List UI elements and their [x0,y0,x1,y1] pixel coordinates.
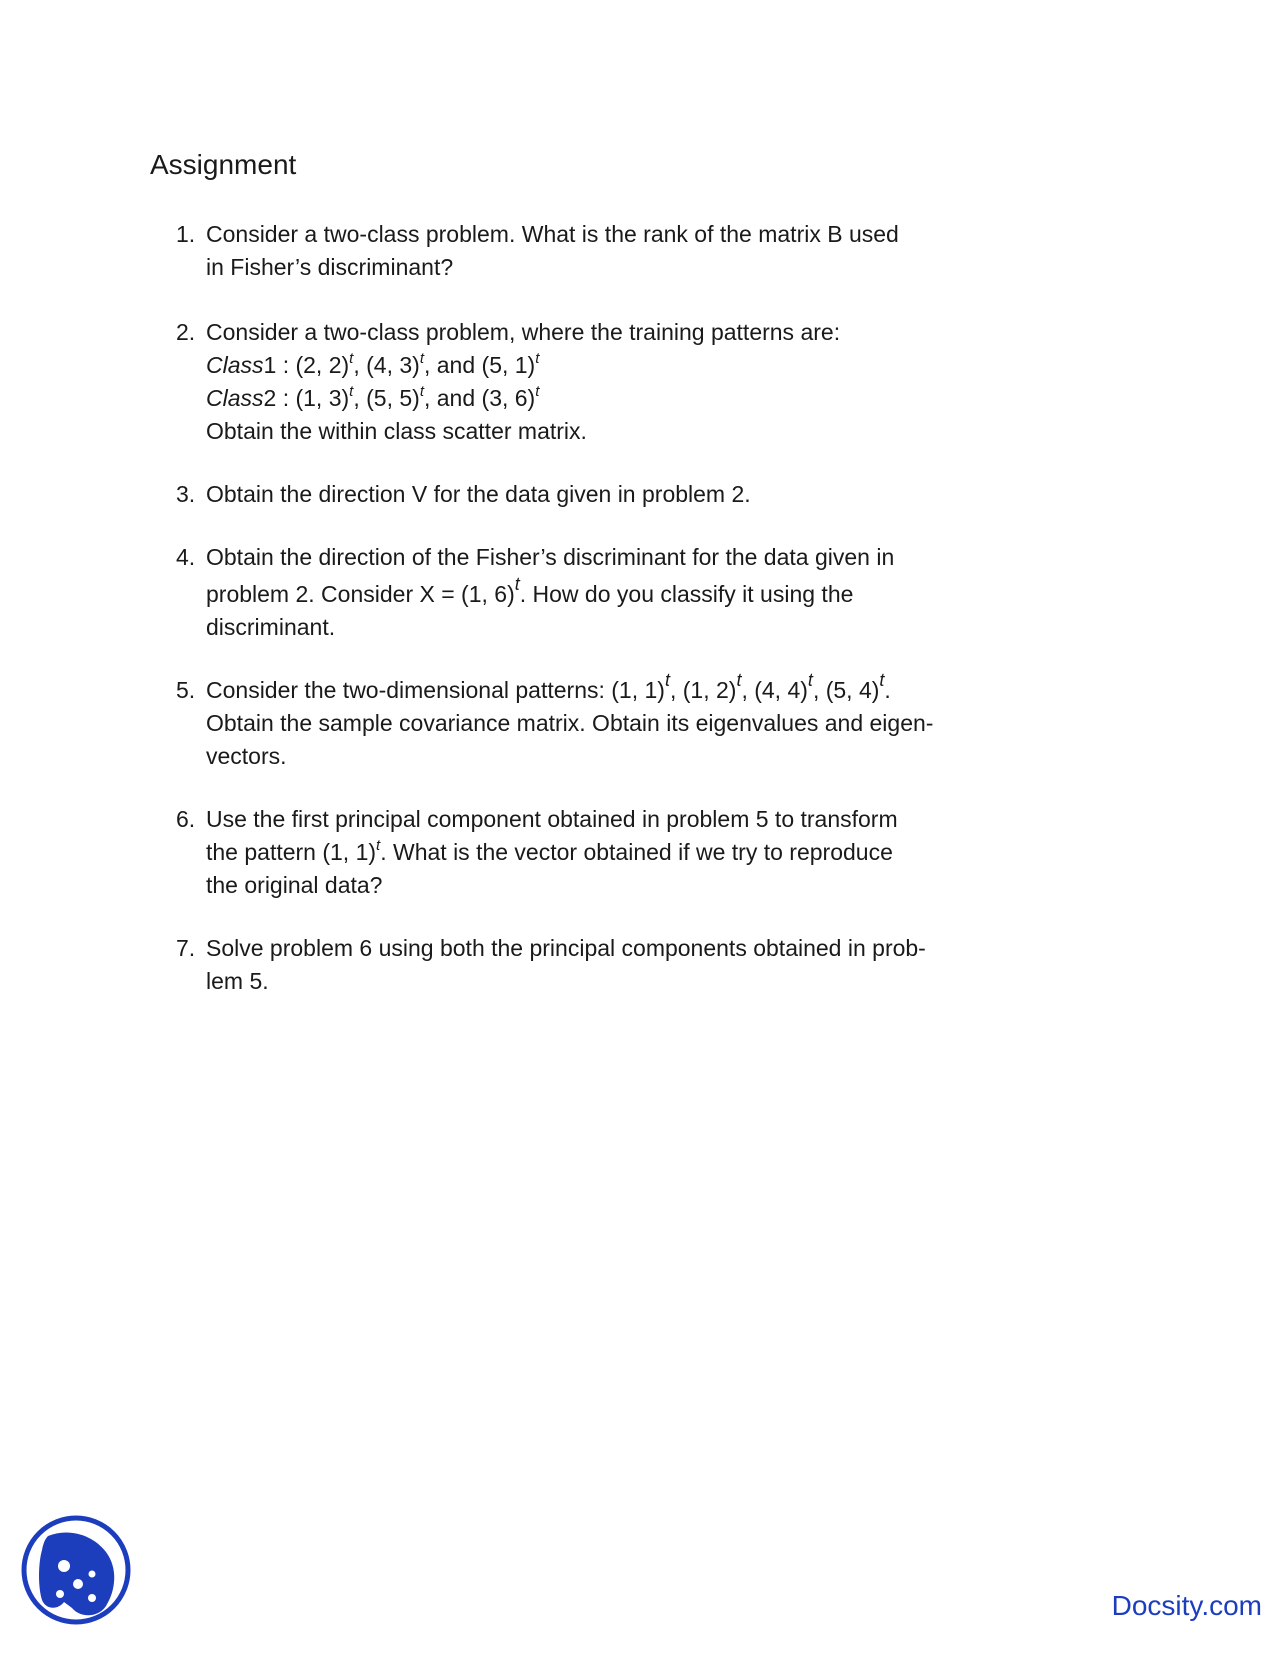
problem-number: 6. [176,806,196,832]
transpose-mark: t [736,670,742,691]
problem-text: Consider a two-class problem, where the training patterns are: [206,319,841,345]
problem-text: Obtain the direction V for the data given in problem 2. [206,481,751,507]
problem-item [176,803,1006,902]
problem-item [176,478,1006,511]
problem-text: in Fisher’s discriminant? [206,254,454,280]
problem-text-line [206,670,1006,707]
problem-text-line [206,574,1006,611]
docsity-link[interactable]: Docsity.com [1111,1590,1262,1621]
problem-text: vectors. [206,743,287,769]
transpose-mark: t [349,350,354,368]
pattern-text: : (1, 3) [282,385,350,411]
problem-item [176,670,1006,773]
problem-text: lem 5. [206,968,269,994]
class-number: 2 [263,385,277,411]
docsity-logo-icon[interactable] [20,1514,132,1626]
problem-text: Obtain the within class scatter matrix. [206,418,587,444]
class1-patterns [206,349,1006,382]
pattern-text: , and (5, 1) [423,352,536,378]
problem-text: , (1, 2) [669,677,737,703]
problem-list [176,218,1006,998]
logo-graphic [20,1514,132,1626]
transpose-mark: t [807,670,813,691]
problem-text: . [884,677,891,703]
class2-patterns [206,382,1006,415]
problem-text: . What is the vector obtained if we try to reproduce [380,839,893,865]
problem-item [176,541,1006,644]
transpose-mark: t [419,350,424,368]
problem-text-line [206,836,1006,869]
problem-number: 2. [176,319,196,345]
problem-text: . How do you classify it using the [519,581,854,607]
problem-text: Consider a two-class problem. What is the rank of the matrix B used [206,221,899,247]
class-label: Class [206,352,264,378]
problem-text: Obtain the direction of the Fisher’s discriminant for the data given in [206,544,895,570]
problem-number: 3. [176,481,196,507]
problem-text: Consider the two-dimensional patterns: (1, 1) [206,677,665,703]
pattern-text: : (2, 2) [282,352,350,378]
problem-text: Solve problem 6 using both the principal components obtained in prob- [206,935,926,961]
transpose-mark: t [535,383,540,401]
problem-number: 4. [176,544,196,570]
class-number: 1 [263,352,277,378]
pattern-text: , (5, 5) [353,385,420,411]
transpose-mark: t [349,383,354,401]
page-title: Assignment [150,149,297,180]
problem-text: , (5, 4) [812,677,880,703]
transpose-mark: t [879,670,885,691]
problem-item [176,932,1006,998]
problem-number: 1. [176,221,196,247]
problem-text: Use the first principal component obtained in problem 5 to transform [206,806,898,832]
pattern-text: , and (3, 6) [423,385,536,411]
problem-number: 7. [176,935,196,961]
transpose-mark: t [664,670,670,691]
problem-text: the original data? [206,872,383,898]
class-label: Class [206,385,264,411]
pattern-text: , (4, 3) [353,352,420,378]
problem-number: 5. [176,677,196,703]
problem-item [176,218,1006,284]
problem-text: the pattern (1, 1) [206,839,377,865]
problem-text: Obtain the sample covariance matrix. Obtain its eigenvalues and eigen- [206,710,934,736]
transpose-mark: t [376,837,381,855]
problem-item [176,316,1006,448]
problem-text: discriminant. [206,614,336,640]
problem-text: problem 2. Consider X = (1, 6) [206,581,515,607]
transpose-mark: t [514,574,520,595]
problem-text: , (4, 4) [741,677,808,703]
transpose-mark: t [535,350,540,368]
transpose-mark: t [419,383,424,401]
